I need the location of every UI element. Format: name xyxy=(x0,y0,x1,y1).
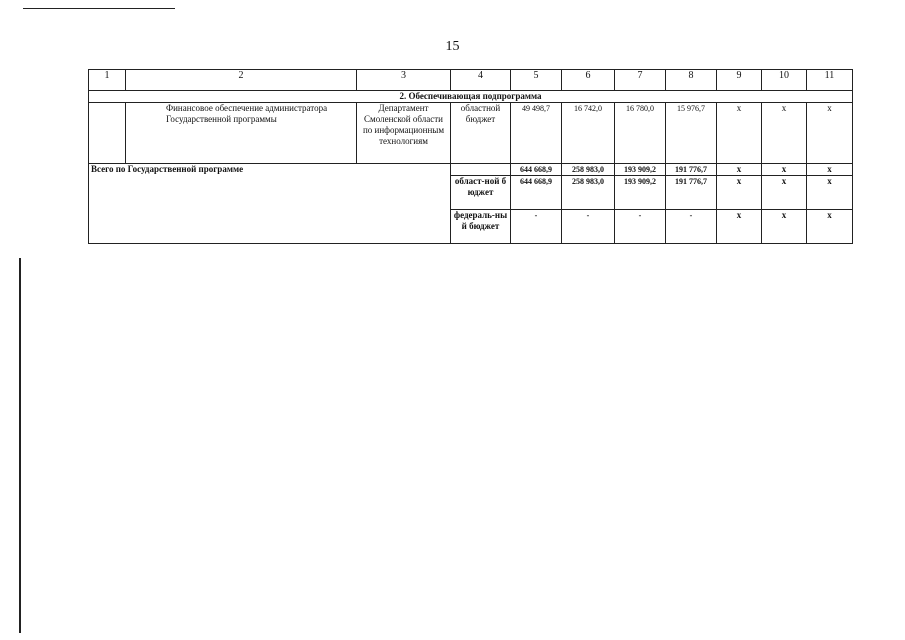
total-value-7: 193 909,2 xyxy=(615,164,666,176)
header-cell-5: 5 xyxy=(511,70,562,91)
header-cell-9: 9 xyxy=(717,70,762,91)
table-row-total xyxy=(89,164,853,176)
value-cell-7: 16 780,0 xyxy=(615,103,666,164)
federal-value-6: - xyxy=(562,210,615,244)
header-cell-1: 1 xyxy=(89,70,126,91)
federal-value-9: х xyxy=(717,210,762,244)
regional-value-8: 191 776,7 xyxy=(666,176,717,210)
total-value-10: х xyxy=(762,164,807,176)
regional-value-10: х xyxy=(762,176,807,210)
regional-value-11: х xyxy=(807,176,853,210)
top-rule xyxy=(23,8,175,9)
regional-value-9: х xyxy=(717,176,762,210)
total-value-6: 258 983,0 xyxy=(562,164,615,176)
scan-edge-line xyxy=(19,258,21,633)
header-cell-2: 2 xyxy=(126,70,357,91)
federal-value-10: х xyxy=(762,210,807,244)
section-row xyxy=(89,91,853,103)
header-cell-11: 11 xyxy=(807,70,853,91)
page-number: 15 xyxy=(445,39,460,54)
federal-value-8: - xyxy=(666,210,717,244)
total-source-cell xyxy=(451,164,511,176)
header-cell-3: 3 xyxy=(357,70,451,91)
header-cell-8: 8 xyxy=(666,70,717,91)
budget-table xyxy=(88,69,853,244)
section-title: 2. Обеспечивающая подпрограмма xyxy=(89,91,853,103)
row-number-cell xyxy=(89,103,126,164)
total-value-11: х xyxy=(807,164,853,176)
federal-source-cell: федераль-ный бюджет xyxy=(451,210,511,244)
header-cell-7: 7 xyxy=(615,70,666,91)
header-cell-4: 4 xyxy=(451,70,511,91)
value-cell-10: х xyxy=(762,103,807,164)
regional-value-5: 644 668,9 xyxy=(511,176,562,210)
value-cell-11: х xyxy=(807,103,853,164)
regional-source-cell: област-ной бюджет xyxy=(451,176,511,210)
total-value-8: 191 776,7 xyxy=(666,164,717,176)
federal-value-7: - xyxy=(615,210,666,244)
funding-source-cell: областной бюджет xyxy=(451,103,511,164)
federal-value-11: х xyxy=(807,210,853,244)
federal-value-5: - xyxy=(511,210,562,244)
regional-value-7: 193 909,2 xyxy=(615,176,666,210)
total-value-9: х xyxy=(717,164,762,176)
total-value-5: 644 668,9 xyxy=(511,164,562,176)
header-cell-6: 6 xyxy=(562,70,615,91)
total-label-cell: Всего по Государственной программе xyxy=(89,164,451,244)
header-cell-10: 10 xyxy=(762,70,807,91)
value-cell-6: 16 742,0 xyxy=(562,103,615,164)
executor-cell: Департамент Смоленской области по информационным технологиям xyxy=(357,103,451,164)
header-row xyxy=(89,70,853,91)
activity-name-cell: Финансовое обеспечение администратора Государственной программы xyxy=(126,103,357,164)
regional-value-6: 258 983,0 xyxy=(562,176,615,210)
table-row-admin xyxy=(89,103,853,164)
value-cell-8: 15 976,7 xyxy=(666,103,717,164)
value-cell-5: 49 498,7 xyxy=(511,103,562,164)
value-cell-9: х xyxy=(717,103,762,164)
